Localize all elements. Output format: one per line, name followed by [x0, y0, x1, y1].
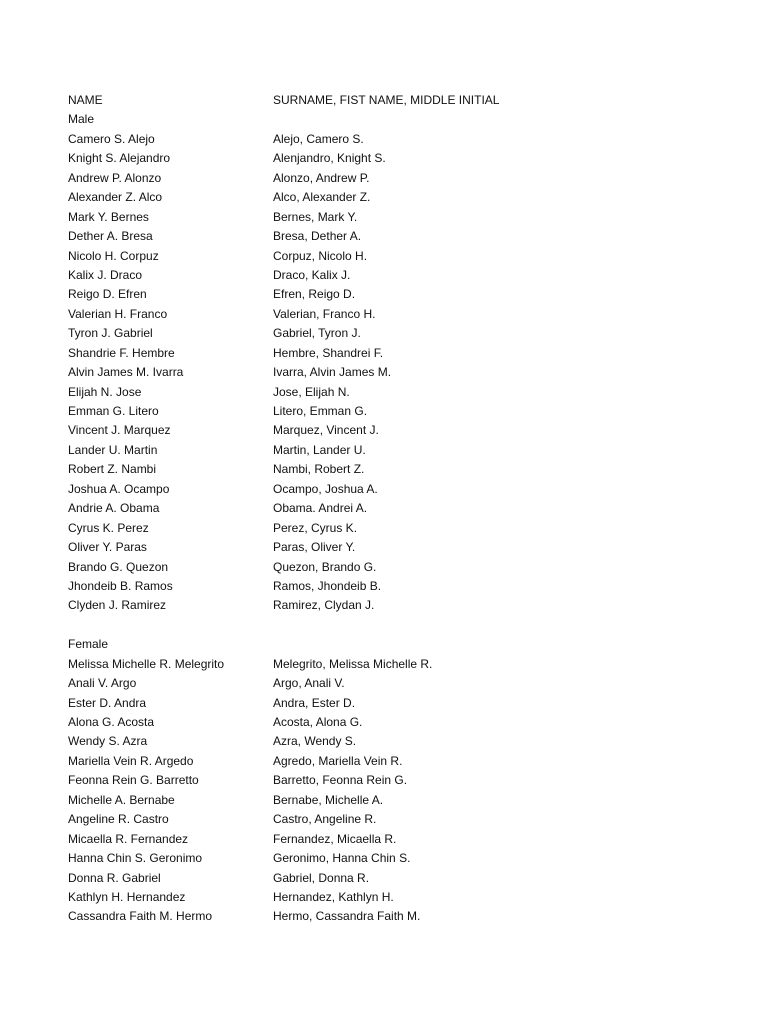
full-name: Michelle A. Bernabe — [68, 792, 175, 807]
full-name: Feonna Rein G. Barretto — [68, 773, 199, 788]
surname-first-name: Ocampo, Joshua A. — [273, 481, 378, 496]
full-name: Ester D. Andra — [68, 695, 147, 710]
full-name: Kathlyn H. Hernandez — [68, 889, 186, 904]
surname-first-name: Hermo, Cassandra Faith M. — [273, 909, 421, 924]
full-name: Robert Z. Nambi — [68, 462, 157, 477]
list-item — [68, 888, 708, 907]
surname-first-name: Bresa, Dether A. — [273, 229, 362, 244]
list-item — [68, 305, 708, 324]
surname-first-name: Fernandez, Micaella R. — [273, 831, 397, 846]
full-name: Hanna Chin S. Geronimo — [68, 851, 203, 866]
surname-first-name: Paras, Oliver Y. — [273, 540, 356, 555]
list-item — [68, 558, 708, 577]
full-name: Nicolo H. Corpuz — [68, 248, 159, 263]
full-name: Angeline R. Castro — [68, 812, 169, 827]
surname-first-name: Valerian, Franco H. — [273, 306, 376, 321]
list-item — [68, 849, 708, 868]
list-item — [68, 577, 708, 596]
header-row — [68, 91, 708, 110]
full-name: Joshua A. Ocampo — [68, 481, 170, 496]
list-item — [68, 149, 708, 168]
full-name: Andrew P. Alonzo — [68, 170, 162, 185]
list-item — [68, 732, 708, 751]
header-name: NAME — [68, 93, 103, 107]
surname-first-name: Bernes, Mark Y. — [273, 209, 358, 224]
full-name: Tyron J. Gabriel — [68, 326, 153, 341]
full-name: Alona G. Acosta — [68, 715, 155, 729]
surname-first-name: Alenjandro, Knight S. — [273, 151, 386, 166]
surname-first-name: Quezon, Brando G. — [273, 559, 377, 574]
full-name: Wendy S. Azra — [68, 734, 148, 749]
surname-first-name: Corpuz, Nicolo H. — [273, 248, 368, 263]
surname-first-name: Alejo, Camero S. — [273, 131, 364, 146]
list-item — [68, 266, 708, 285]
surname-first-name: Draco, Kalix J. — [273, 267, 351, 282]
surname-first-name: Geronimo, Hanna Chin S. — [273, 851, 411, 866]
list-item — [68, 869, 708, 888]
list-item — [68, 810, 708, 829]
list-item — [68, 830, 708, 849]
surname-first-name: Gabriel, Tyron J. — [273, 326, 361, 341]
surname-first-name: Perez, Cyrus K. — [273, 520, 358, 535]
list-item — [68, 538, 708, 557]
full-name: Donna R. Gabriel — [68, 870, 161, 885]
full-name: Micaella R. Fernandez — [68, 831, 189, 846]
list-item — [68, 208, 708, 227]
list-item — [68, 674, 708, 693]
surname-first-name: Castro, Angeline R. — [273, 812, 377, 827]
list-item — [68, 655, 708, 674]
full-name: Shandrie F. Hembre — [68, 345, 175, 360]
list-item — [68, 694, 708, 713]
full-name: Elijah N. Jose — [68, 384, 142, 399]
list-item — [68, 480, 708, 499]
section-spacer — [68, 616, 708, 635]
list-item — [68, 713, 708, 732]
full-name: Anali V. Argo — [68, 676, 137, 691]
list-item — [68, 771, 708, 790]
list-item — [68, 285, 708, 304]
full-name: Clyden J. Ramirez — [68, 598, 167, 613]
full-name: Dether A. Bresa — [68, 229, 153, 244]
full-name: Cyrus K. Perez — [68, 520, 149, 535]
full-name: Brando G. Quezon — [68, 559, 169, 574]
full-name: Mark Y. Bernes — [68, 209, 149, 224]
surname-first-name: Ramirez, Clydan J. — [273, 598, 375, 613]
list-item — [68, 188, 708, 207]
full-name: Camero S. Alejo — [68, 131, 155, 146]
full-name: Andrie A. Obama — [68, 501, 160, 516]
list-item — [68, 441, 708, 460]
surname-first-name: Obama. Andrei A. — [273, 501, 368, 516]
surname-first-name: Hembre, Shandrei F. — [273, 345, 384, 360]
full-name: Alexander Z. Alco — [68, 190, 163, 205]
surname-first-name: Hernandez, Kathlyn H. — [273, 889, 394, 904]
surname-first-name: Acosta, Alona G. — [273, 715, 363, 729]
list-item — [68, 519, 708, 538]
surname-first-name: Efren, Reigo D. — [273, 287, 356, 302]
full-name: Lander U. Martin — [68, 442, 158, 457]
surname-first-name: Agredo, Mariella Vein R. — [273, 753, 403, 768]
surname-first-name: Barretto, Feonna Rein G. — [273, 773, 408, 788]
surname-first-name: Melegrito, Melissa Michelle R. — [273, 656, 433, 671]
full-name: Oliver Y. Paras — [68, 540, 147, 555]
surname-first-name: Litero, Emman G. — [273, 404, 368, 418]
list-item — [68, 421, 708, 440]
surname-first-name: Marquez, Vincent J. — [273, 423, 379, 438]
surname-first-name: Argo, Anali V. — [273, 676, 345, 691]
list-item — [68, 402, 708, 421]
surname-first-name: Azra, Wendy S. — [273, 734, 357, 749]
surname-first-name: Gabriel, Donna R. — [273, 870, 370, 885]
surname-first-name: Ivarra, Alvin James M. — [273, 365, 392, 380]
surname-first-name: Bernabe, Michelle A. — [273, 792, 384, 807]
list-item — [68, 247, 708, 266]
surname-first-name: Martin, Lander U. — [273, 442, 366, 457]
surname-first-name: Alonzo, Andrew P. — [273, 170, 370, 185]
male-list — [68, 130, 708, 616]
full-name: Alvin James M. Ivarra — [68, 365, 184, 380]
list-item — [68, 383, 708, 402]
female-section-label: Female — [68, 637, 109, 652]
list-item — [68, 499, 708, 518]
list-item — [68, 752, 708, 771]
list-item — [68, 596, 708, 615]
list-item — [68, 324, 708, 343]
surname-first-name: Alco, Alexander Z. — [273, 190, 371, 205]
list-item — [68, 907, 708, 926]
full-name: Knight S. Alejandro — [68, 151, 171, 166]
list-item — [68, 460, 708, 479]
list-item — [68, 344, 708, 363]
full-name: Reigo D. Efren — [68, 287, 147, 302]
surname-first-name: Andra, Ester D. — [273, 695, 356, 710]
list-item — [68, 130, 708, 149]
name-list-document — [68, 91, 708, 927]
full-name: Mariella Vein R. Argedo — [68, 753, 194, 768]
full-name: Valerian H. Franco — [68, 306, 168, 321]
female-list — [68, 655, 708, 927]
full-name: Vincent J. Marquez — [68, 423, 171, 438]
full-name: Emman G. Litero — [68, 404, 159, 418]
surname-first-name: Jose, Elijah N. — [273, 384, 350, 399]
header-surname-first-middle: SURNAME, FIST NAME, MIDDLE INITIAL — [273, 93, 500, 107]
full-name: Jhondeib B. Ramos — [68, 578, 173, 593]
full-name: Cassandra Faith M. Hermo — [68, 909, 213, 924]
list-item — [68, 363, 708, 382]
surname-first-name: Ramos, Jhondeib B. — [273, 578, 382, 593]
male-section-label: Male — [68, 112, 95, 127]
full-name: Melissa Michelle R. Melegrito — [68, 656, 225, 671]
list-item — [68, 169, 708, 188]
surname-first-name: Nambi, Robert Z. — [273, 462, 365, 477]
list-item — [68, 227, 708, 246]
full-name: Kalix J. Draco — [68, 267, 143, 282]
list-item — [68, 791, 708, 810]
